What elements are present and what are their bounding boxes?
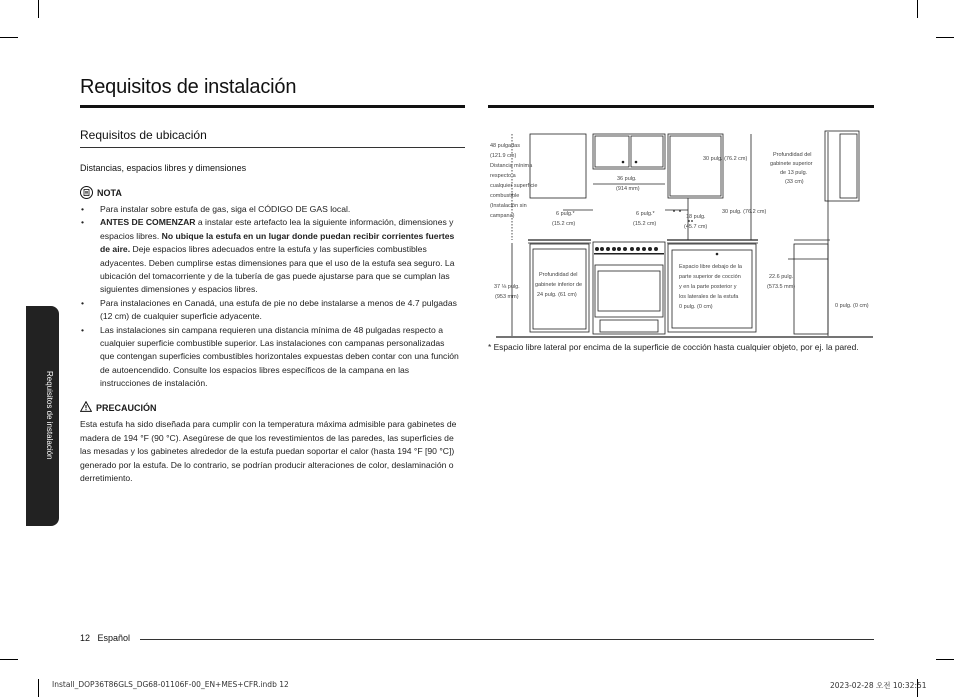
crop-mark [0,659,18,660]
crop-mark [936,659,954,660]
dim-depth-13: Profundidad del gabinete superior de 13 pulg. (33 cm) [770,152,813,185]
crop-mark [0,37,18,38]
dim-height-30-top: 30 pulg. (76.2 cm) [703,156,748,162]
crop-mark [38,679,39,697]
note-heading [80,186,122,199]
dim-rear-clearance: Espacio libre debajo de la parte superior de cocción y en la parte posterior y los laterales de la estufa 0 pulg. (0 cm) [679,264,742,310]
note-label: NOTA [97,187,122,198]
print-slug-file: Install_DOP36T86GLS_DG68-01106F-00_EN+MES+CFR.indb 12 [52,680,289,689]
upper-cabinet-right [668,134,723,198]
range-side-view [794,244,828,334]
crop-mark [936,37,954,38]
lower-cabinet-left [530,244,589,332]
dim-depth-22: 22.6 pulg. (573.5 mm) [767,274,796,290]
caution-label: PRECAUCIÓN [96,402,157,413]
subsection-title: Distancias, espacios libres y dimensiones [80,163,247,173]
crop-mark [38,0,39,18]
dim-clearance-48: 48 pulgadas (121.9 cm) Distancia mínima respecto a cualquier superficie combustible (Instalación sin campana) [490,143,538,219]
caution-heading [80,401,157,414]
title-rule-left [80,105,465,108]
installation-diagram [488,126,878,340]
warning-icon [80,401,92,414]
section-rule [80,147,465,148]
sidebar-label: Requisitos de instalación [45,370,54,460]
list-item: • ANTES DE COMENZAR a instalar este artefacto lea la siguiente información, dimensiones y espacios libres. No ubique la estufa en un lugar donde puedan recibir corrientes fuertes de aire. Deje espacios libres adecuados entre la estufa y las superficies combustibles adyacentes. Deben cumplirse estas dimensiones para que el uso de la estufa sea seguro. La ubicación del tomacorriente y de la tubería de gas puede ajustarse para que se cumplan las siguientes dimensiones y espacios libres. [80,216,460,296]
crop-mark [917,0,918,18]
page-footer [80,633,130,643]
caution-text: Esta estufa ha sido diseñada para cumplir con la temperatura máxima admisible para gabinetes de madera de 194 °F (90 °C). Asegúrese de que los revestimientos de las paredes, las superficies de las mesadas y los gabinetes alrededor de la estufa puedan soportar el calor (hasta 194 °F [90 °C]) generado por la estufa. De lo contrario, se podrían producir alteraciones de color, deslaminación o derretimiento. [80,419,457,484]
list-item: • Para instalar sobre estufa de gas, siga el CÓDIGO DE GAS local. [80,203,460,216]
dim-zero-right: 0 pulg. (0 cm) [835,303,869,309]
page-title: Requisitos de instalación [80,76,297,98]
dim-side-6-left: 6 pulg.* (15.2 cm) [552,211,576,227]
print-slug-date: 2023-02-28 오전 10:32:51 [830,681,927,690]
page-number: 12 [80,633,91,643]
language-label: Español [97,633,131,643]
note-icon [80,186,93,199]
dim-height-18: 18 pulg. (45.7 cm) [684,214,708,230]
section-title: Requisitos de ubicación [80,128,207,142]
title-rule-right [488,105,874,108]
dim-height-37: 37 ⅛ pulg. (953 mm) [494,284,520,300]
dim-width-36: 36 pulg. (914 mm) [616,176,640,192]
upper-cabinet-side-view [825,131,859,201]
footer-rule [140,639,874,640]
dim-depth-24: Profundidad del gabinete inferior de 24 pulg. (61 cm) [535,272,583,298]
dim-side-6-right: 6 pulg.* (15.2 cm) [633,211,657,227]
note-list [80,203,460,391]
diagram-footnote: * Espacio libre lateral por encima de la superficie de cocción hasta cualquier objeto, por ej. la pared. [488,342,859,352]
dim-height-30-mid: 30 pulg. (76.2 cm) [722,209,767,215]
list-item: • Las instalaciones sin campana requieren una distancia mínima de 48 pulgadas respecto a cualquier superficie combustible superior. Las instalaciones con campanas personalizadas que contengan superficies combustibles horizontales expuestas deben contar con una función de autoencendido. Consulte los espacios libres específicos de la campana en las instrucciones de instalación. [80,324,460,391]
list-item: • Para instalaciones en Canadá, una estufa de pie no debe instalarse a menos de 4.7 pulgadas (12 cm) de cualquier superficie adyacente. [80,297,460,324]
